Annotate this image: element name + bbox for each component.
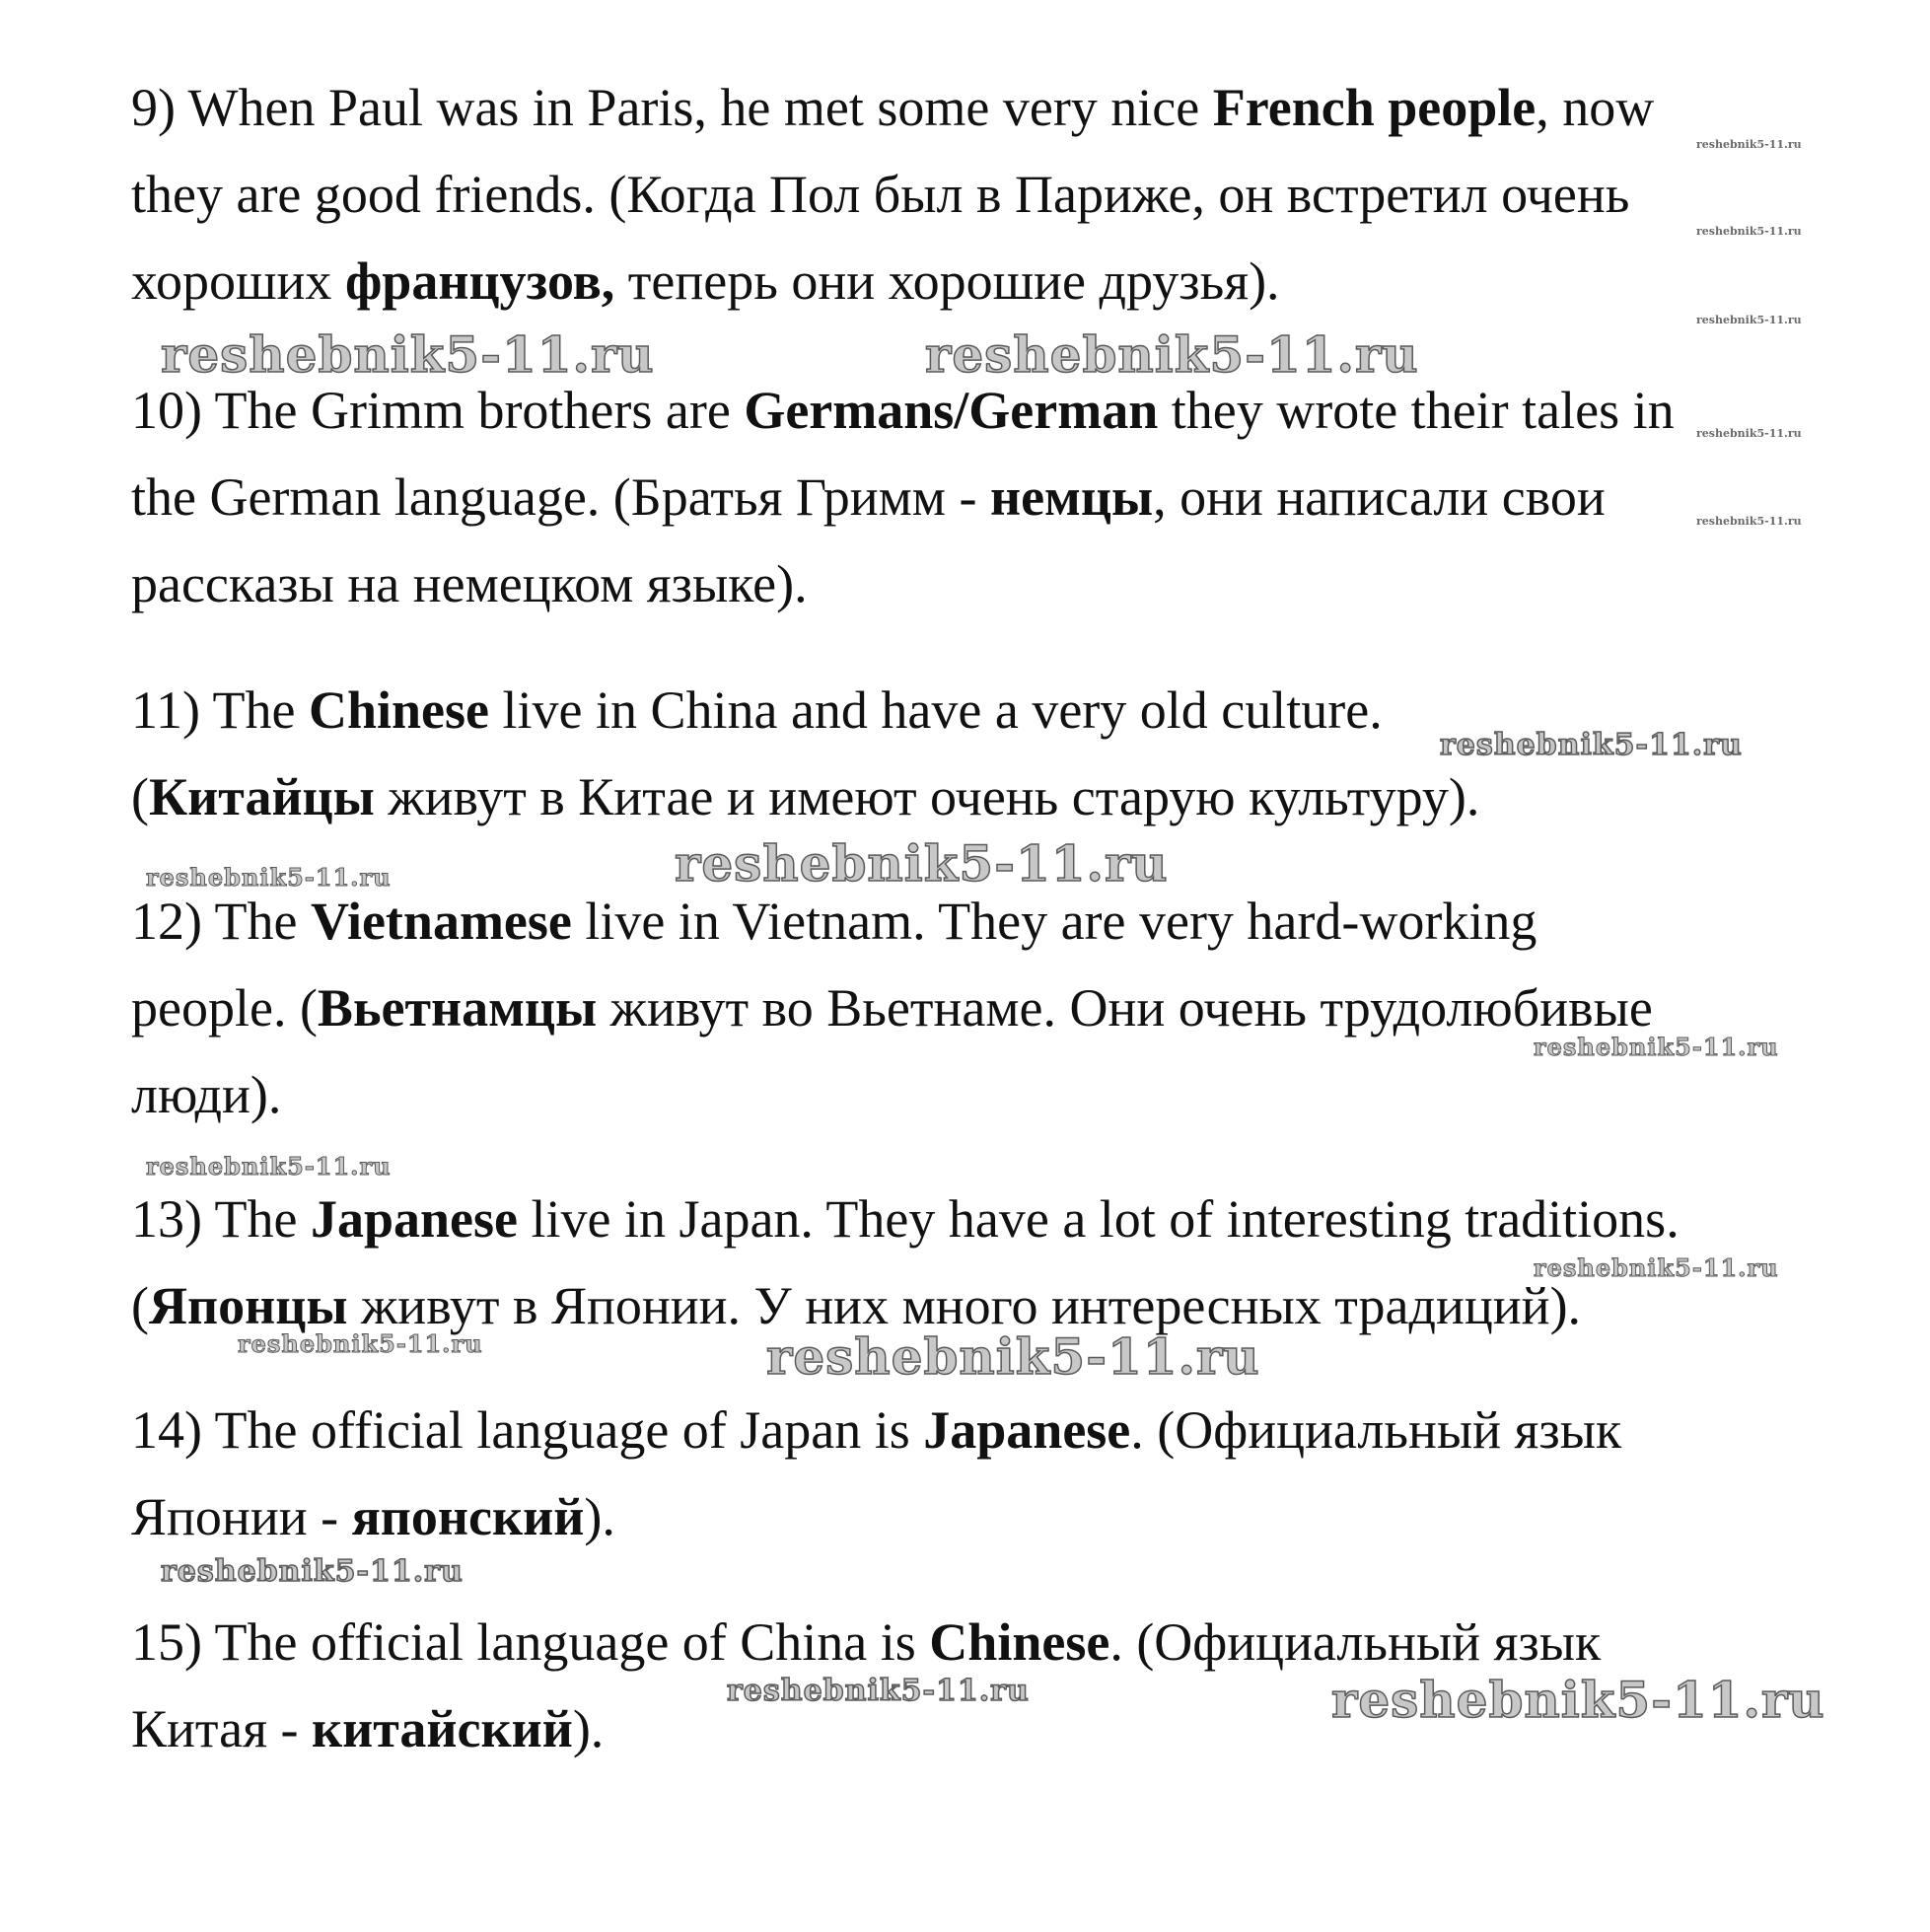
bold-answer: немцы <box>989 467 1154 527</box>
text-run: хороших <box>131 251 345 311</box>
watermark-small: reshebnik5-11.ru <box>1696 515 1802 528</box>
text-run: , они написали свои <box>1153 467 1606 527</box>
text-run: live in Vietnam. They are very hard-working <box>571 892 1537 951</box>
text-run: live in Japan. They have a lot of interesting traditions. <box>517 1189 1680 1249</box>
text-line <box>131 1276 1581 1335</box>
text-run: ( <box>131 1276 149 1335</box>
watermark: reshebnik5-11.ru <box>675 834 1169 893</box>
text-line <box>131 554 808 613</box>
text-line <box>131 1612 1601 1672</box>
bold-answer: Germans/German <box>744 381 1159 440</box>
watermark: reshebnik5-11.ru <box>161 1554 464 1589</box>
text-run: live in China and have a very old culture. <box>488 680 1383 740</box>
watermark: reshebnik5-11.ru <box>766 1327 1260 1386</box>
watermark-small: reshebnik5-11.ru <box>1696 427 1802 440</box>
text-run: 12) The <box>131 892 311 951</box>
text-run: 13) The <box>131 1189 311 1249</box>
text-line <box>131 892 1537 951</box>
watermark: reshebnik5-11.ru <box>925 325 1419 384</box>
text-run: . (Официальный язык <box>1109 1612 1602 1672</box>
text-run: . (Официальный язык <box>1130 1400 1622 1460</box>
text-line <box>131 767 1479 826</box>
bold-answer: Japanese <box>310 1189 518 1249</box>
watermark: reshebnik5-11.ru <box>161 325 655 384</box>
text-run: живут во Вьетнаме. Они очень трудолюбивые <box>597 978 1653 1038</box>
bold-answer: китайский <box>311 1699 573 1758</box>
text-run: they are good friends. (Когда Пол был в Париже, он встретил очень <box>131 165 1630 224</box>
watermark-small: reshebnik5-11.ru <box>1696 314 1802 326</box>
answer-item-9 <box>131 64 1827 324</box>
watermark: reshebnik5-11.ru <box>727 1674 1030 1708</box>
text-run: 11) The <box>131 680 309 740</box>
text-run: , now <box>1536 78 1655 137</box>
bold-answer: Вьетнамцы <box>317 978 598 1038</box>
answer-item-10 <box>131 367 1827 627</box>
watermark: reshebnik5-11.ru <box>146 863 392 892</box>
text-line <box>131 467 1606 527</box>
text-run: ( <box>131 767 149 826</box>
bold-answer: Китайцы <box>148 767 375 826</box>
text-run: ). <box>572 1699 605 1758</box>
watermark-small: reshebnik5-11.ru <box>1696 138 1802 151</box>
text-line <box>131 1487 615 1546</box>
text-run: люди). <box>131 1065 282 1124</box>
text-line <box>131 78 1654 137</box>
text-line <box>131 381 1675 440</box>
text-run: теперь они хорошие друзья). <box>614 251 1280 311</box>
bold-answer: Vietnamese <box>310 892 572 951</box>
text-run: 10) The Grimm brothers are <box>131 381 745 440</box>
text-run: рассказы на немецком языке). <box>131 554 808 613</box>
text-run: Китая - <box>131 1699 312 1758</box>
text-line <box>131 1065 281 1124</box>
bold-answer: французов, <box>344 251 615 311</box>
bold-answer: French people <box>1212 78 1537 137</box>
text-run: живут в Китае и имеют очень старую культуру). <box>374 767 1480 826</box>
text-line <box>131 165 1629 224</box>
text-run: Японии - <box>131 1487 352 1546</box>
text-run: they wrote their tales in <box>1158 381 1675 440</box>
answer-item-14 <box>131 1387 1827 1560</box>
text-run: ). <box>584 1487 615 1546</box>
text-line <box>131 1400 1621 1460</box>
text-run: the German language. (Братья Гримм - <box>131 467 990 527</box>
text-run: 14) The official language of Japan is <box>131 1400 924 1460</box>
text-line <box>131 1189 1680 1249</box>
bold-answer: японский <box>351 1487 585 1546</box>
answer-item-12 <box>131 878 1827 1138</box>
bold-answer: Japanese <box>923 1400 1131 1460</box>
watermark: reshebnik5-11.ru <box>1534 1253 1779 1282</box>
text-line <box>131 978 1653 1038</box>
text-run: people. ( <box>131 978 318 1038</box>
bold-answer: Chinese <box>308 680 489 740</box>
text-run: 9) When Paul was in Paris, he met some very nice <box>131 78 1213 137</box>
text-run: живут в Японии. У них много интересных традиций). <box>347 1276 1582 1335</box>
watermark: reshebnik5-11.ru <box>1534 1033 1779 1061</box>
watermark: reshebnik5-11.ru <box>146 1152 392 1181</box>
watermark: reshebnik5-11.ru <box>1440 728 1743 762</box>
text-line <box>131 680 1383 740</box>
bold-answer: Японцы <box>148 1276 348 1335</box>
bold-answer: Chinese <box>929 1612 1110 1672</box>
text-line <box>131 251 1280 311</box>
watermark: reshebnik5-11.ru <box>238 1329 483 1358</box>
text-run: 15) The official language of China is <box>131 1612 930 1672</box>
text-line <box>131 1699 604 1758</box>
watermark-small: reshebnik5-11.ru <box>1696 225 1802 238</box>
watermark: reshebnik5-11.ru <box>1331 1671 1825 1729</box>
